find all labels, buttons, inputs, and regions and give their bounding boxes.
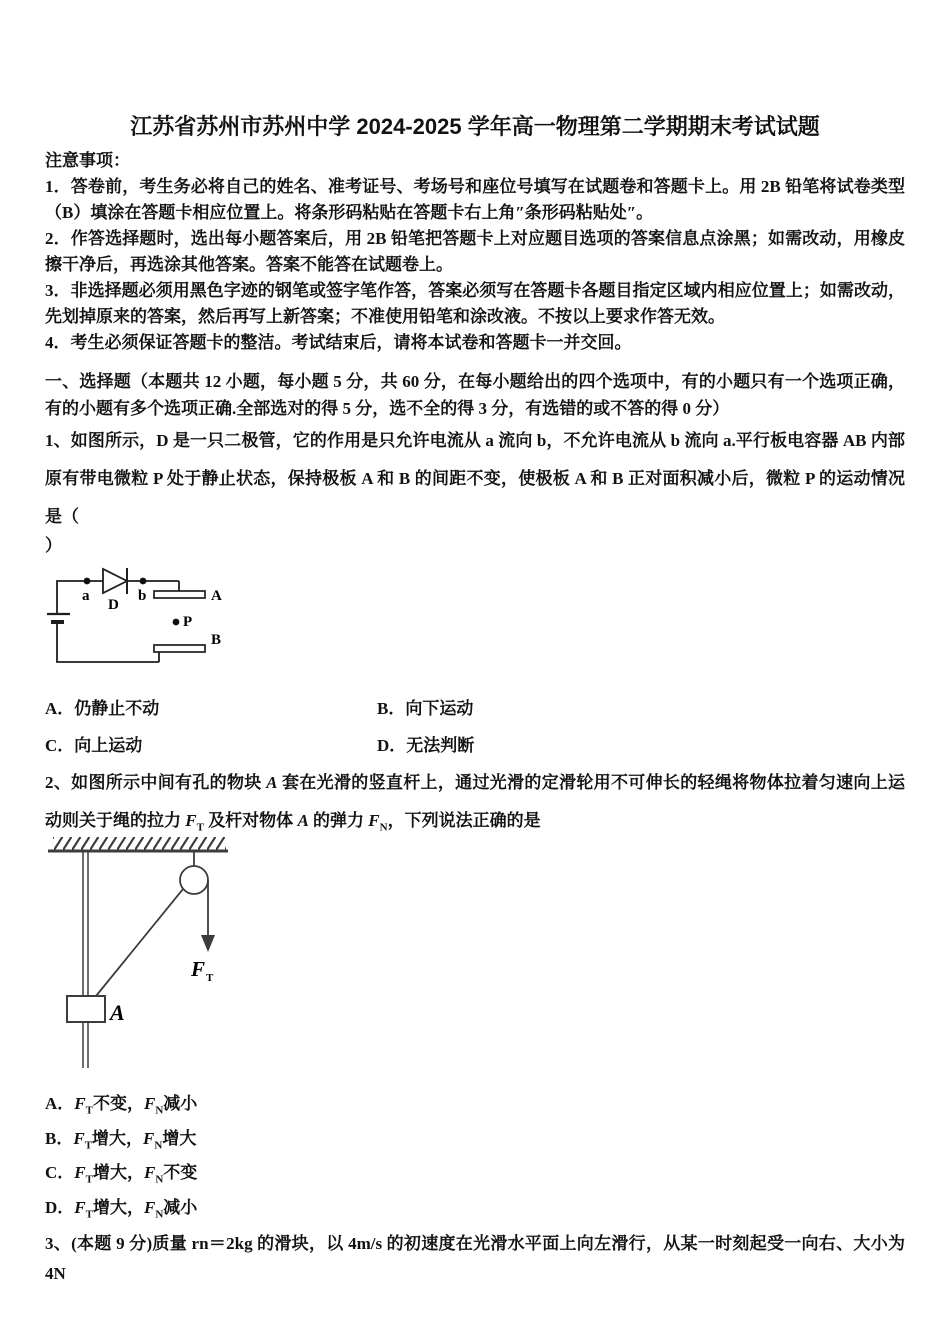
q1-option-d-letter: D．: [377, 736, 407, 755]
option-text: 不变: [163, 1163, 198, 1182]
force-label-f: F: [191, 957, 206, 981]
option-text: 减小: [163, 1197, 198, 1217]
f-subscript: N: [154, 1138, 163, 1151]
q1-option-c-letter: C．: [45, 736, 75, 755]
capacitor-plate-b: [154, 645, 205, 652]
label-b: b: [138, 588, 147, 604]
terminal-b-dot: [140, 578, 147, 585]
label-particle-p: P: [183, 614, 193, 630]
f-subscript: N: [155, 1104, 164, 1117]
q2-text-part: 2、如图所示中间有孔的物块: [45, 773, 267, 792]
q2-sub-t: T: [196, 821, 204, 834]
q2-var-a: A: [297, 811, 309, 830]
q2-text-part: 套在光滑的竖直杆上，通过光滑的定滑轮用不可伸长的轻绳将物体拉着匀速向上运动则关于绳的拉力: [45, 773, 906, 830]
q1-option-b-letter: B．: [377, 699, 406, 718]
q2-var-a: A: [266, 773, 278, 792]
question-1-body: 1、如图所示，D 是一只二极管，它的作用是只允许电流从 a 流向 b，不允许电流从 b 流向 a.平行板电容器 AB 内部原有带电微粒 P 处于静止状态，保持极板 A 和 B 的间距不变，使极板 A 和 B 正对面积减小后，微粒 P 的运动情况是（: [45, 431, 905, 526]
diode-circuit-svg: [47, 560, 262, 682]
f-symbol: F: [74, 1094, 86, 1113]
f-symbol: F: [143, 1163, 156, 1182]
q2-option-b: [45, 1122, 905, 1157]
rope-diagonal: [96, 889, 183, 996]
vertical-rod: [83, 852, 88, 1068]
capacitor-plate-a: [154, 591, 205, 598]
f-subscript: N: [155, 1207, 164, 1220]
question-1-text: [45, 422, 905, 536]
pulley-figure: [45, 836, 905, 1081]
q2-sub-n: N: [379, 821, 388, 834]
f-symbol: F: [143, 1094, 156, 1113]
notice-heading: 注意事项：: [45, 151, 130, 170]
q1-option-b: [377, 690, 745, 727]
option-text: 减小: [163, 1094, 198, 1113]
particle-p-dot: [173, 619, 180, 626]
ceiling: [48, 837, 228, 851]
q2-text-part: ，下列说法正确的是: [387, 811, 541, 830]
f-symbol: F: [143, 1128, 155, 1148]
question-2-options: [45, 1087, 905, 1225]
battery-icon: [47, 614, 70, 622]
q2-option-a-letter: A．: [45, 1094, 75, 1113]
label-diode: D: [108, 597, 119, 613]
diode-icon: [103, 568, 127, 594]
q2-text-part: 及杆对物体: [203, 811, 298, 830]
diode-circuit-figure: [47, 560, 905, 684]
q1-option-b-text: 向下运动: [405, 699, 474, 718]
question-3-text: 3、(本题 9 分)质量 rn＝2kg 的滑块，以 4m/s 的初速度在光滑水平面上向左滑行，从某一时刻起受一向右、大小为 4N: [45, 1234, 905, 1283]
q2-force-fn: F: [368, 811, 380, 830]
q2-force-ft: F: [185, 811, 197, 830]
option-text: 增大: [162, 1128, 197, 1148]
f-symbol: F: [74, 1163, 86, 1182]
q2-option-b-letter: B．: [45, 1128, 74, 1148]
f-subscript: T: [85, 1207, 93, 1220]
notice-item-1: 1．答卷前，考生务必将自己的姓名、准考证号、考场号和座位号填写在试题卷和答题卡上。用 2B 铅笔将试卷类型（B）填涂在答题卡相应位置上。将条形码粘贴在答题卡右上角″条形码粘贴处″。: [45, 177, 905, 222]
option-text: 增大，: [92, 1163, 144, 1182]
q1-option-c: [45, 727, 377, 764]
q2-option-c-letter: C．: [45, 1163, 75, 1182]
f-subscript: T: [85, 1173, 93, 1186]
notice-item-3: 3．非选择题必须用黑色字迹的钢笔或签字笔作答，答案必须写在答题卡各题目指定区域内相应位置上；如需改动，先划掉原来的答案，然后再写上新答案；不准使用铅笔和涂改液。不按以上要求作答无效。: [45, 281, 905, 326]
label-a: a: [82, 588, 90, 604]
pulley-figure-svg: [45, 836, 285, 1081]
f-subscript: N: [155, 1173, 164, 1186]
block-a: [67, 996, 105, 1022]
option-text: 不变，: [92, 1094, 144, 1113]
f-symbol: F: [143, 1197, 156, 1217]
q1-option-c-text: 向上运动: [74, 736, 143, 755]
q2-text-part: 的弹力: [308, 811, 369, 830]
f-symbol: F: [73, 1128, 85, 1148]
pulley: [180, 866, 208, 894]
notice-item-2: 2．作答选择题时，选出每小题答案后，用 2B 铅笔把答题卡上对应题目选项的答案信息点涂黑；如需改动，用橡皮擦干净后，再选涂其他答案。答案不能答在试题卷上。: [45, 229, 905, 274]
label-plate-b: B: [211, 632, 222, 648]
q1-option-a: [45, 690, 377, 727]
question-1-options: [45, 690, 745, 764]
notice-item-4: 4．考生必须保证答题卡的整洁。考试结束后，请将本试卷和答题卡一并交回。: [45, 333, 632, 352]
label-plate-a: A: [211, 588, 222, 604]
f-symbol: F: [74, 1197, 86, 1217]
q2-option-c: [45, 1156, 905, 1191]
block-a-label: A: [110, 1000, 125, 1025]
q2-option-d: [45, 1191, 905, 1226]
page-title: 江苏省苏州市苏州中学 2024-2025 学年高一物理第二学期期末考试试题: [130, 114, 820, 139]
terminal-a-dot: [84, 578, 91, 585]
option-text: 增大，: [92, 1128, 144, 1148]
question-2-text: [45, 764, 905, 840]
option-text: 增大，: [92, 1197, 144, 1217]
q2-option-d-letter: D．: [45, 1197, 75, 1217]
section-1-heading: 一、选择题（本题共 12 小题，每小题 5 分，共 60 分，在每小题给出的四个选项中，有的小题只有一个选项正确，有的小题有多个选项正确.全部选对的得 5 分，选不全的得 3 分，有选错的或不答的得 0 分）: [45, 372, 905, 418]
f-subscript: T: [85, 1104, 93, 1117]
q2-option-a: [45, 1087, 905, 1122]
q1-option-a-letter: A．: [45, 699, 75, 718]
force-label-sub: T: [206, 972, 214, 984]
q1-option-d-text: 无法判断: [406, 736, 475, 755]
q1-option-d: [377, 727, 745, 764]
q1-option-a-text: 仍静止不动: [74, 699, 160, 718]
question-1-close-paren: ）: [45, 536, 62, 555]
f-subscript: T: [84, 1138, 93, 1151]
notice-section: [45, 148, 905, 356]
